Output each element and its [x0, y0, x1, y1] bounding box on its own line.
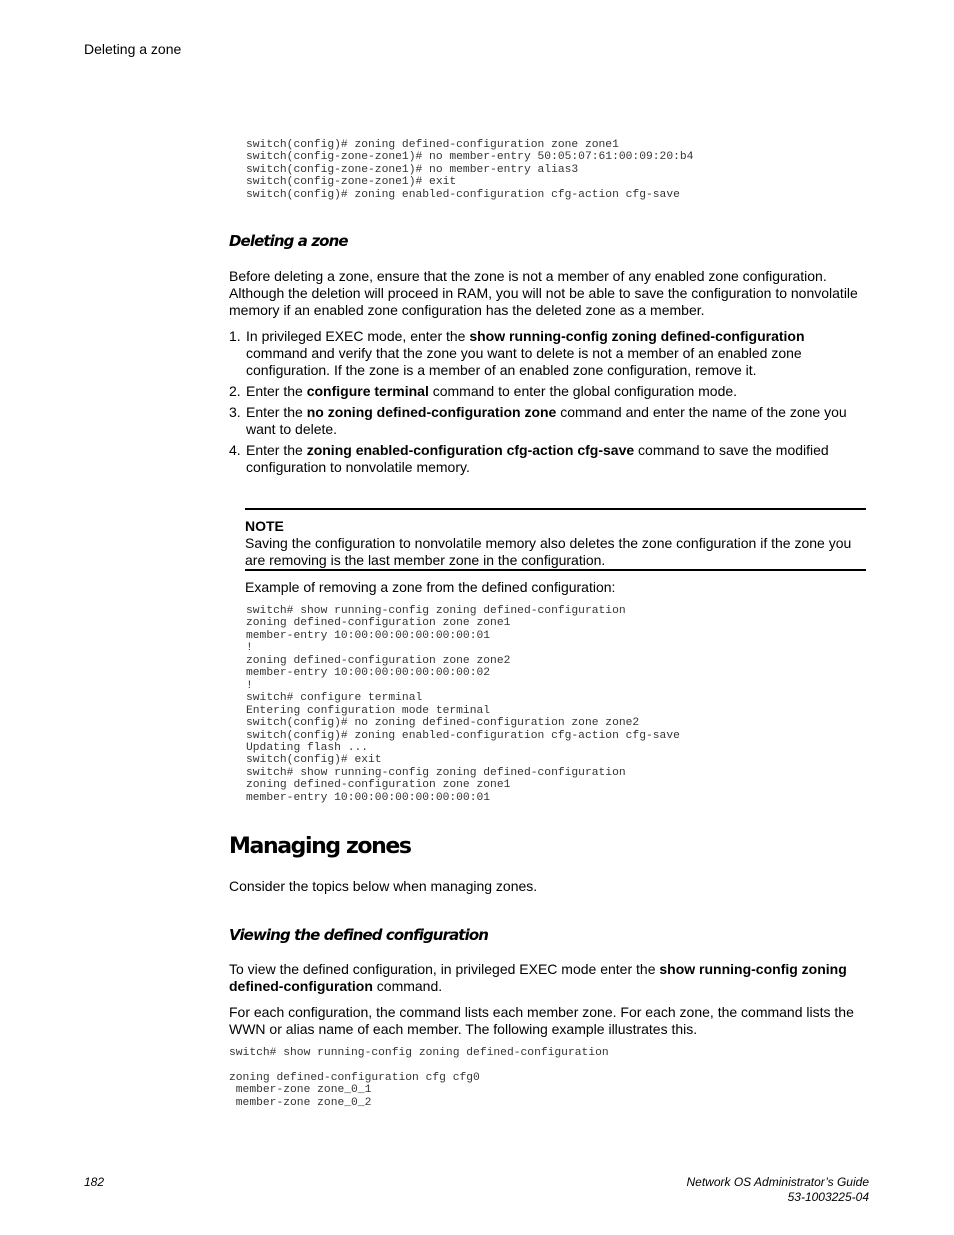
heading-viewing-defined-configuration: Viewing the defined configuration: [229, 926, 489, 944]
paragraph-text: To view the defined configuration, in privileged EXEC mode enter the: [229, 961, 660, 977]
footer-doc-number: 53-1003225-04: [787, 1190, 869, 1204]
code-block-view-example: switch# show running-config zoning defined-configuration zoning defined-configuration cfg cfg0 member-zone zone_0_1 member-zone zone_0_2: [229, 1047, 609, 1109]
running-header: Deleting a zone: [84, 41, 182, 57]
step-number: 4.: [229, 442, 241, 458]
step-text: In privileged EXEC mode, enter the: [246, 328, 470, 344]
heading-deleting-a-zone: Deleting a zone: [229, 232, 348, 250]
step-item: [229, 442, 869, 476]
step-number: 2.: [229, 383, 241, 399]
step-item: [229, 404, 869, 438]
paragraph-managing-intro: Consider the topics below when managing zones.: [229, 878, 538, 894]
paragraph-view-description: For each configuration, the command lists each member zone. For each zone, the command lists the WWN or alias name of each member. The following example illustrates this.: [229, 1004, 854, 1037]
step-number: 1.: [229, 328, 241, 344]
step-text: command and enter the name of the zone you want to delete.: [246, 404, 847, 437]
code-block-zone-entry: switch(config)# zoning defined-configuration zone zone1 switch(config-zone-zone1)# no member-entry 50:05:07:61:00:09:20:b4 switch(config-zone-zone1)# no member-entry alias3 switch(config-zone-zone1)# exit switch(config)# zoning enabled-configuration cfg-action cfg-save: [246, 139, 694, 201]
paragraph-delete-intro: Before deleting a zone, ensure that the zone is not a member of any enabled zone configuration. Although the deletion will proceed in RAM, you will not be able to save the configuration to nonvolatile memory if an enabled zone configuration has the deleted zone as a member.: [229, 268, 858, 318]
note-bottom-rule: [245, 569, 866, 571]
step-text: Enter the: [246, 442, 307, 458]
page-number: 182: [84, 1175, 105, 1189]
step-text: Enter the: [246, 383, 307, 399]
step-command: show running-config zoning defined-configuration: [469, 328, 805, 344]
footer-doc-info: [686, 1175, 869, 1205]
code-block-remove-zone-example: switch# show running-config zoning defined-configuration zoning defined-configuration zone zone1 member-entry 10:00:00:00:00:00:00:01 ! zoning defined-configuration zone zone2 member-entry 10:00:00:00:00:00:00:02 ! switch# configure terminal Entering configuration mode terminal switch(config)# no zoning defined-configuration zone zone2 switch(config)# zoning enabled-configuration cfg-action cfg-save Updating flash ... switch(config)# exit switch# show running-config zoning defined-configuration zoning defined-configuration zone zone1 member-entry 10:00:00:00:00:00:00:01: [246, 605, 680, 804]
note-text: Saving the configuration to nonvolatile memory also deletes the zone configuration if the zone you are removing is the last member zone in the configuration.: [245, 535, 852, 568]
step-item: [229, 328, 869, 379]
procedure-steps: [229, 328, 869, 480]
heading-managing-zones: Managing zones: [229, 834, 411, 859]
step-command: configure terminal: [306, 383, 429, 399]
note-top-rule: [245, 508, 866, 510]
step-command: zoning enabled-configuration cfg-action cfg-save: [306, 442, 635, 458]
note-label: NOTE: [245, 518, 284, 534]
step-text: command and verify that the zone you want to delete is not a member of an enabled zone configuration. If the zone is a member of an enabled zone configuration, remove it.: [246, 345, 802, 378]
step-text: command to enter the global configuration mode.: [428, 383, 738, 399]
paragraph-example-intro: Example of removing a zone from the defined configuration:: [245, 579, 616, 595]
paragraph-view-instructions: [229, 961, 869, 995]
footer-book-title: Network OS Administrator’s Guide: [686, 1175, 869, 1189]
step-item: [229, 383, 869, 400]
step-text: Enter the: [246, 404, 307, 420]
step-number: 3.: [229, 404, 241, 420]
step-text: command to save the modified configuration to nonvolatile memory.: [246, 442, 829, 475]
paragraph-text: command.: [372, 978, 443, 994]
step-command: no zoning defined-configuration zone: [306, 404, 557, 420]
inline-command: show running-config zoning defined-configuration: [229, 961, 847, 994]
